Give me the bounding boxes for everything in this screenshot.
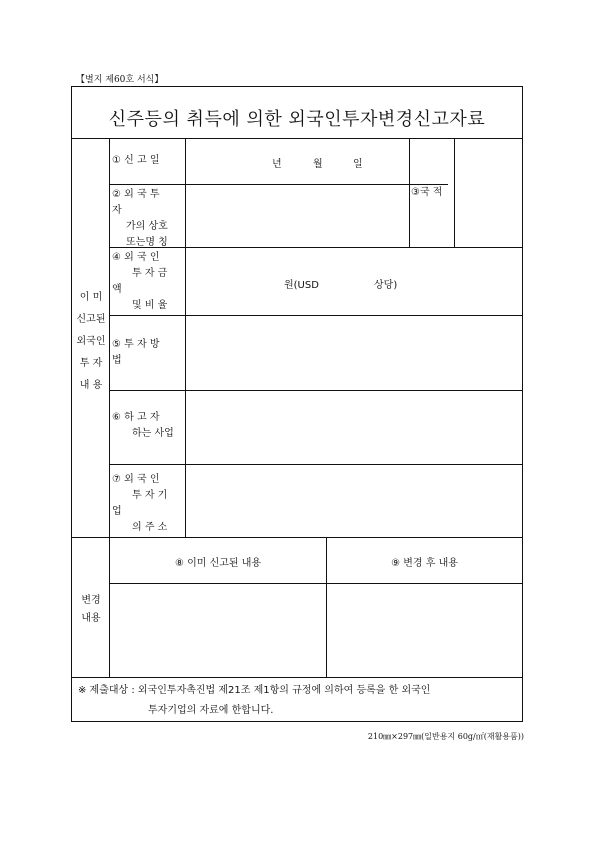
enterprise-address-label: ⑦ 외 국 인 투 자 기 업 의 주 소: [112, 474, 168, 533]
amount-usd-field[interactable]: 원(USD: [284, 280, 319, 291]
previously-reported-field[interactable]: [111, 584, 325, 676]
intended-business-field[interactable]: [186, 391, 522, 463]
enterprise-address-field[interactable]: [186, 465, 522, 536]
form-table: [71, 86, 523, 722]
investment-method-label: ⑤ 투 자 방 법: [112, 339, 160, 366]
investor-name-field[interactable]: [186, 185, 408, 246]
investment-method-field[interactable]: [186, 316, 522, 389]
form-number-note: 【별지 제60호 서식】: [76, 75, 164, 85]
report-date-label: ① 신 고 일: [112, 155, 160, 166]
investment-amount-label: ④ 외 국 인 투 자 금 액 및 비 율: [112, 252, 168, 311]
intended-business-label: ⑥ 하 고 자 하는 사업: [112, 412, 174, 439]
nationality-field[interactable]: [455, 139, 523, 246]
after-change-header: ⑨ 변경 후 내용: [391, 558, 458, 569]
nationality-label: ③국 적: [411, 187, 443, 198]
report-month-field[interactable]: 월: [313, 159, 323, 170]
previously-reported-header: ⑧ 이미 신고된 내용: [174, 558, 262, 569]
report-day-field[interactable]: 일: [353, 159, 363, 170]
existing-investment-label: 이 미 신고된 외국인 투 자 내 용: [76, 292, 106, 391]
paper-size-note: 210㎜×297㎜(일반용지 60g/㎡(재활용품)): [367, 732, 524, 741]
report-year-field[interactable]: 년: [272, 159, 282, 170]
after-change-field[interactable]: [327, 584, 522, 676]
form-title: 신주등의 취득에 의한 외국인투자변경신고자료: [108, 109, 486, 130]
amount-equivalent-text: 상당): [374, 280, 398, 291]
change-content-label: 변경 내용: [81, 595, 101, 624]
investor-name-label: ② 외 국 투 자 가의 상호 또는명 칭: [112, 189, 168, 248]
submission-target-note: ※ 제출대상 : 외국인투자촉진법 제21조 제1항의 규정에 의하여 등록을 한 외국인 투자기업의 자료에 한합니다.: [78, 685, 431, 716]
